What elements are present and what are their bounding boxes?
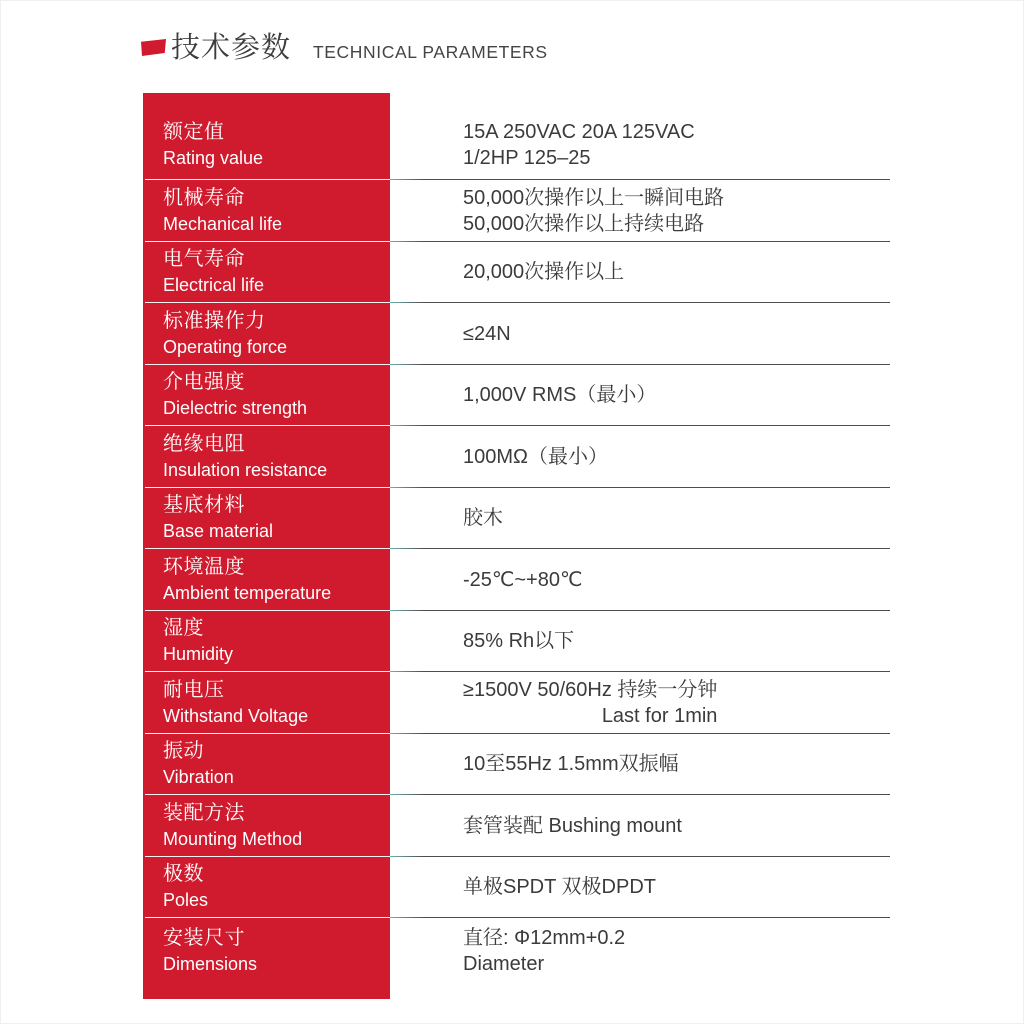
table-row (143, 365, 890, 427)
param-label-zh: 振动 (163, 740, 204, 763)
param-value-block (463, 567, 582, 593)
param-value (390, 303, 890, 365)
param-label-zh: 环境温度 (163, 555, 245, 578)
table-row (143, 549, 890, 611)
param-label-en: Insulation resistance (163, 459, 328, 480)
param-value-block (463, 321, 511, 347)
table-row (143, 180, 890, 242)
param-label-zh: 电气寿命 (163, 248, 245, 271)
param-value-line: 胶木 (463, 507, 503, 530)
param-label-en: Electrical life (163, 275, 265, 296)
param-label (143, 488, 390, 550)
param-value-line: 85% Rh以下 (463, 630, 575, 653)
param-label (143, 242, 390, 304)
param-label-zh: 额定值 (163, 121, 225, 143)
param-value-block (463, 382, 656, 408)
param-label-zh: 绝缘电阻 (163, 432, 245, 455)
param-label (143, 672, 390, 734)
param-label-en: Vibration (163, 767, 234, 788)
param-label (143, 734, 390, 796)
param-value-block (463, 444, 608, 470)
param-value-line: -25℃~+80℃ (463, 568, 583, 591)
param-label-zh: 极数 (163, 863, 204, 886)
param-value-line: 直径: Φ12mm+0.2 (463, 927, 626, 949)
param-value-block (463, 119, 695, 171)
param-value-line: 10至55Hz 1.5mm双振幅 (463, 753, 679, 776)
param-value-block (463, 874, 656, 900)
param-label-en: Withstand Voltage (163, 705, 309, 726)
param-value (390, 426, 890, 488)
table-row (143, 488, 890, 550)
param-value (390, 795, 890, 857)
param-label-en: Ambient temperature (163, 582, 332, 603)
param-value-line: ≤24N (463, 322, 511, 345)
section-title-zh: 技术参数 (171, 32, 292, 64)
param-label (143, 857, 390, 919)
param-value (390, 93, 890, 180)
param-label-en: Rating value (163, 148, 264, 168)
parameters-table (143, 93, 890, 999)
param-value-line: Last for 1min (601, 704, 718, 727)
param-value (390, 365, 890, 427)
param-value-line: 单极SPDT 双极DPDT (463, 876, 656, 899)
section-title-en: TECHNICAL PARAMETERS (313, 42, 548, 62)
table-row (143, 795, 890, 857)
param-value-line: 100MΩ（最小） (463, 445, 608, 468)
param-value-block (463, 677, 717, 729)
param-value (390, 180, 890, 242)
param-value (390, 242, 890, 304)
param-label-en: Poles (163, 890, 209, 911)
param-value (390, 611, 890, 673)
param-value (390, 488, 890, 550)
param-label-en: Dimensions (163, 954, 258, 974)
param-value-block (463, 259, 624, 285)
param-label-en: Base material (163, 521, 274, 542)
param-value-block (463, 505, 503, 531)
param-value (390, 734, 890, 796)
param-label-zh: 耐电压 (163, 678, 225, 701)
param-value-line: Diameter (463, 953, 545, 975)
param-value-line: 套管装配 Bushing mount (463, 814, 682, 837)
param-label-zh: 基底材料 (163, 494, 245, 517)
table-row (143, 426, 890, 488)
param-value (390, 549, 890, 611)
param-label (143, 918, 390, 999)
param-label (143, 549, 390, 611)
param-value-line: 1,000V RMS（最小） (463, 384, 657, 407)
param-label-zh: 标准操作力 (163, 309, 266, 332)
param-label-zh: 装配方法 (163, 801, 245, 824)
param-label (143, 611, 390, 673)
param-label (143, 180, 390, 242)
param-label (143, 365, 390, 427)
table-row (143, 611, 890, 673)
param-label-zh: 湿度 (163, 617, 204, 640)
param-label-en: Operating force (163, 336, 288, 357)
param-label (143, 303, 390, 365)
param-value-block (463, 813, 682, 839)
table-row (143, 242, 890, 304)
param-value (390, 672, 890, 734)
param-value (390, 857, 890, 919)
param-value-line: 1/2HP 125–25 (463, 147, 591, 169)
param-value-line: 15A 250VAC 20A 125VAC (463, 121, 695, 143)
param-label (143, 795, 390, 857)
param-label-en: Mounting Method (163, 828, 303, 849)
table-row (143, 734, 890, 796)
table-row (143, 672, 890, 734)
param-label-zh: 介电强度 (163, 371, 245, 394)
param-label (143, 426, 390, 488)
param-value-block (463, 751, 679, 777)
section-header (141, 31, 741, 65)
param-value-line: ≥1500V 50/60Hz 持续一分钟 (463, 678, 718, 701)
param-value-block (463, 628, 574, 654)
param-label-en: Humidity (163, 644, 234, 665)
param-value-block (463, 185, 724, 237)
red-flag-icon (141, 39, 166, 56)
param-label-zh: 机械寿命 (163, 186, 245, 209)
param-value-line: 50,000次操作以上一瞬间电路 (463, 186, 725, 209)
param-value-block (463, 925, 625, 977)
table-row (143, 303, 890, 365)
param-value (390, 918, 890, 999)
table-row (143, 918, 890, 999)
table-row (143, 93, 890, 180)
param-label-zh: 安装尺寸 (163, 927, 245, 949)
param-label-en: Mechanical life (163, 213, 283, 234)
param-label-en: Dielectric strength (163, 398, 308, 419)
param-label (143, 93, 390, 180)
table-row (143, 857, 890, 919)
param-value-line: 20,000次操作以上 (463, 261, 625, 284)
param-value-line: 50,000次操作以上持续电路 (463, 212, 705, 235)
